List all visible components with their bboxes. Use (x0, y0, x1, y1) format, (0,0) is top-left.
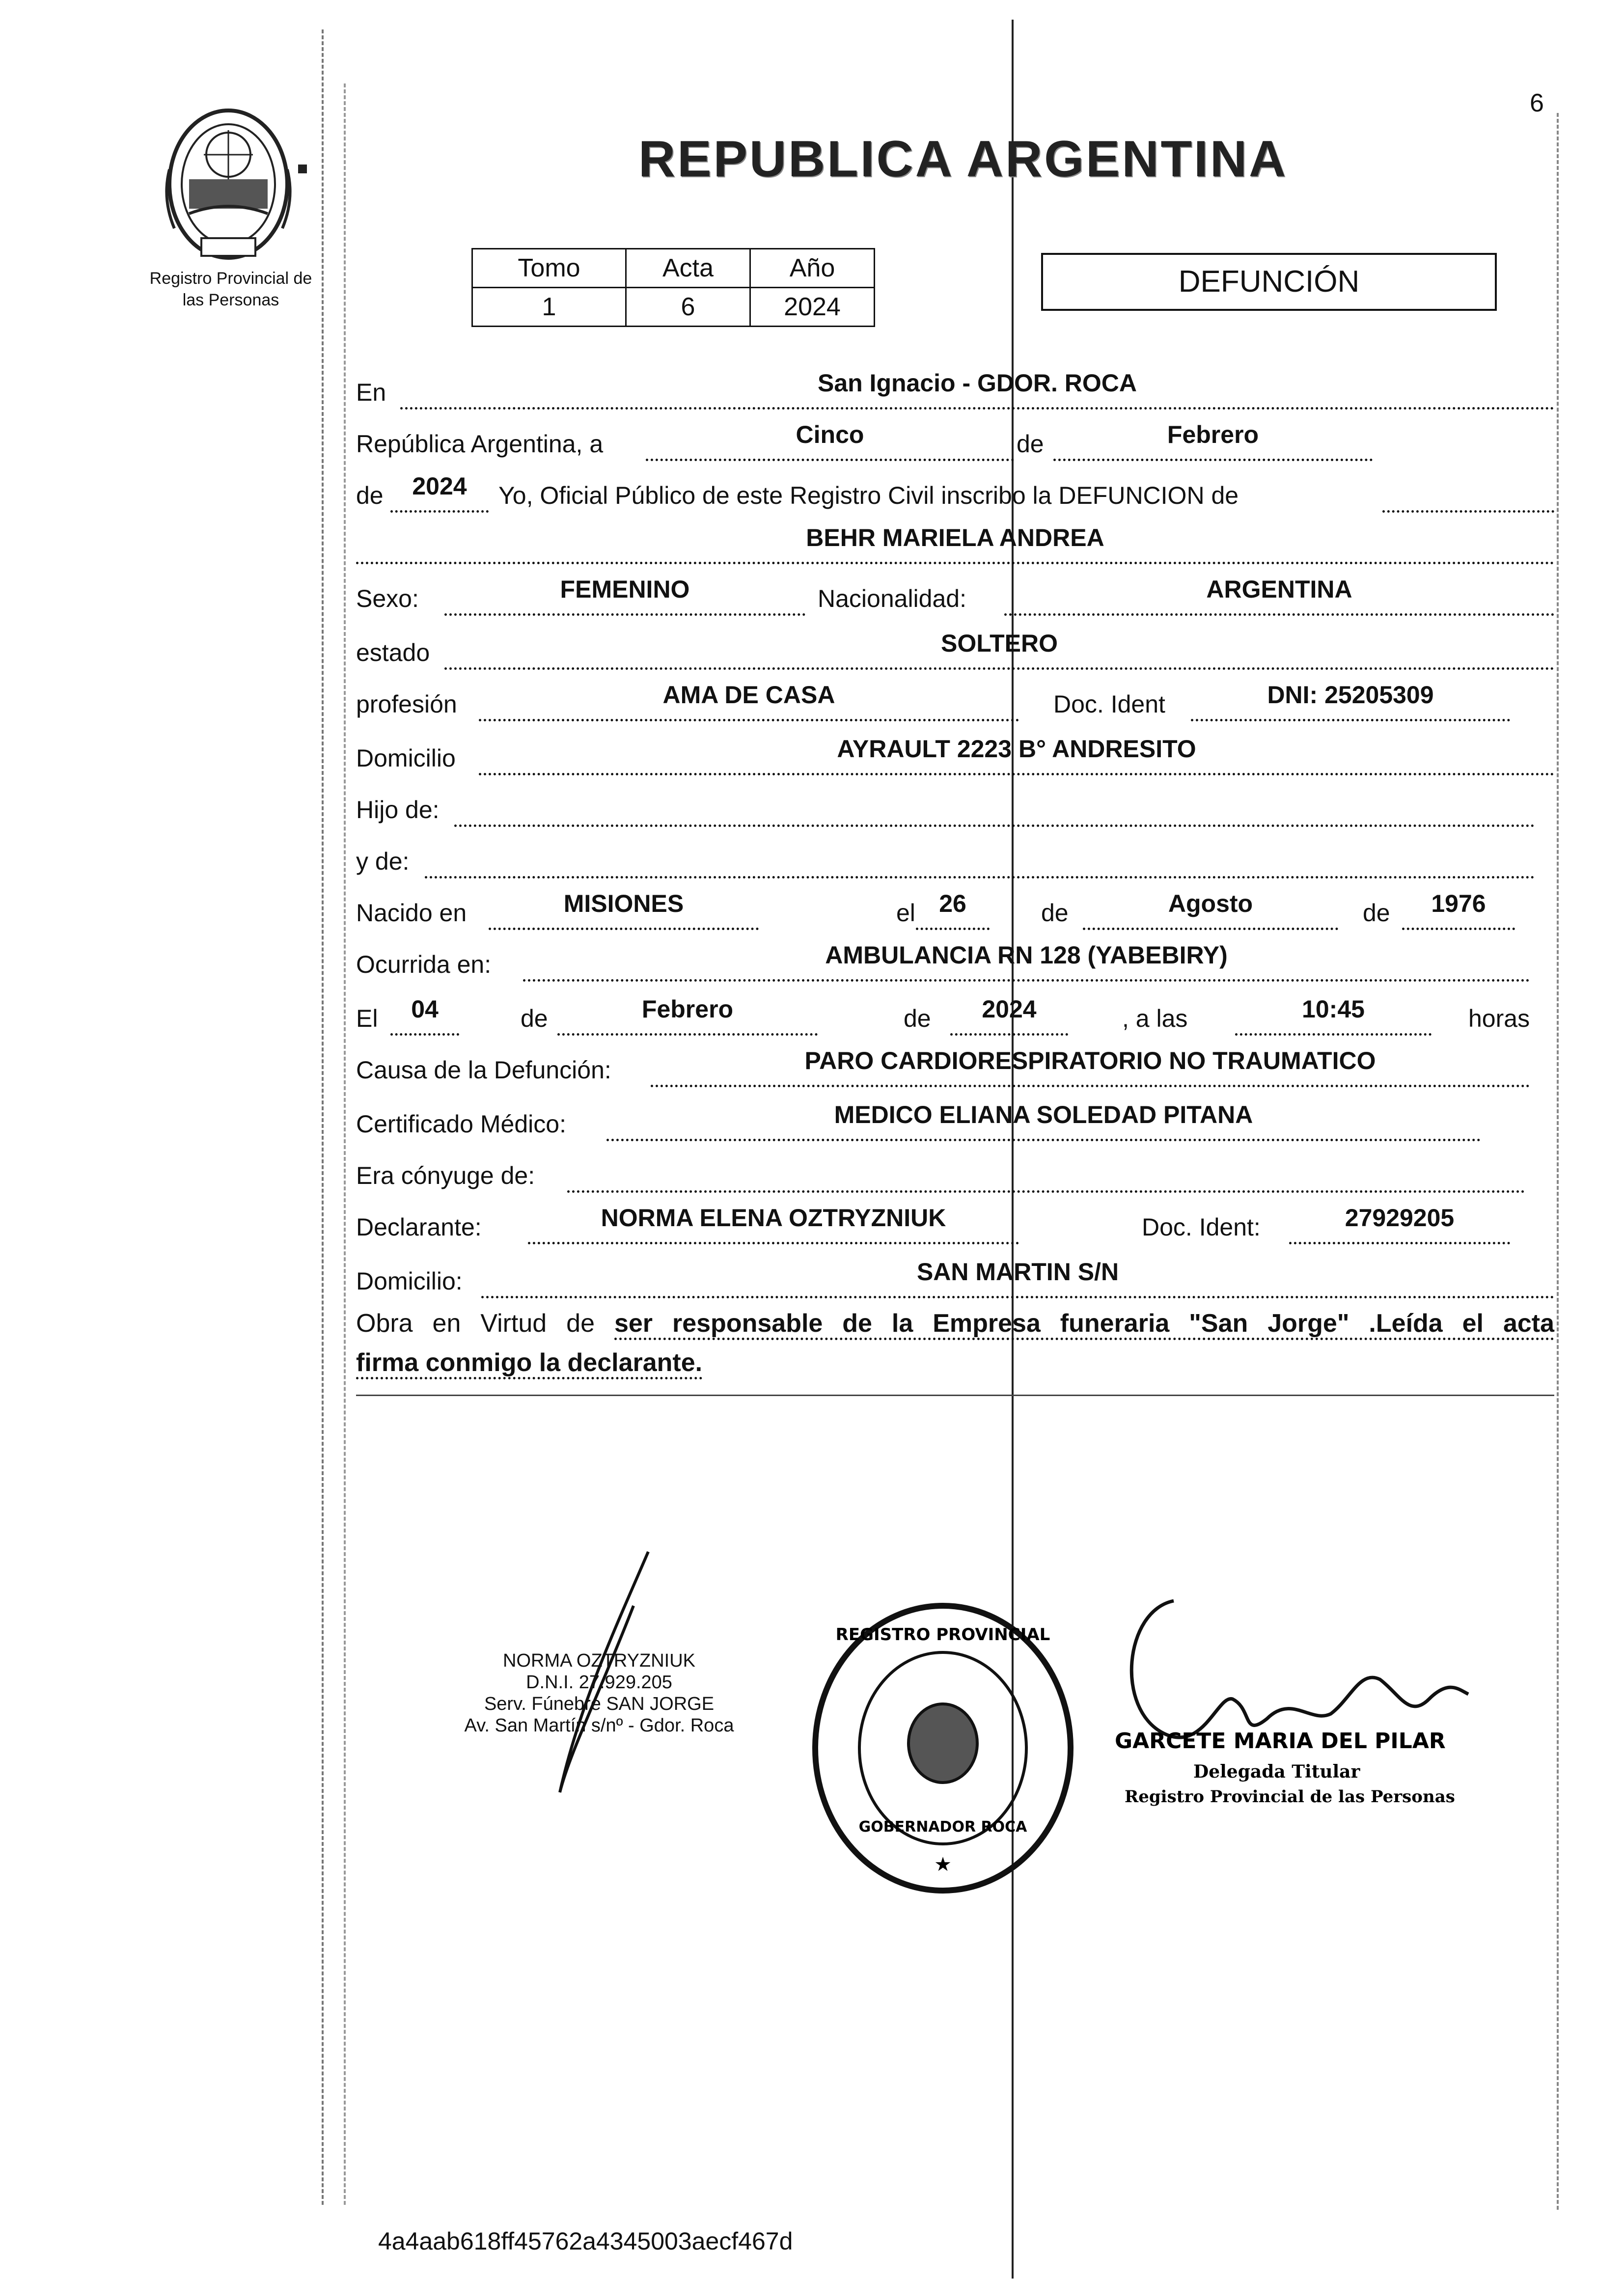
decl-dom-field (481, 1258, 1554, 1298)
declarante-stamp-line-4: Av. San Martín s/nº - Gdor. Roca (464, 1715, 734, 1736)
decl-doc-field (1289, 1204, 1510, 1244)
nac-dia-field (916, 890, 990, 930)
doc-label: Doc. Ident (1053, 690, 1165, 718)
nacido-label: Nacido en (356, 899, 467, 927)
center-fold-line (1012, 20, 1014, 2279)
row-en (356, 369, 1554, 415)
row-nombre (356, 524, 1554, 570)
declarante-stamp-line-1: NORMA OZTRYZNIUK (503, 1650, 695, 1671)
domicilio-field (479, 735, 1554, 775)
nacionalidad-field (1004, 576, 1554, 616)
causa-field (651, 1047, 1530, 1087)
yde-label: y de: (356, 848, 410, 875)
right-margin-dashes (1557, 113, 1559, 2210)
nacido-value: MISIONES (563, 890, 684, 917)
registry-official-seal (805, 1596, 1080, 1900)
causa-label: Causa de la Defunción: (356, 1056, 611, 1084)
decl-doc-value: 27929205 (1345, 1204, 1455, 1232)
nac-mes-value: Agosto (1168, 890, 1253, 917)
row-fecha-defuncion (356, 995, 1554, 1042)
nacionalidad-label: Nacionalidad: (818, 585, 966, 612)
certificado-field (606, 1101, 1481, 1141)
row-certificado (356, 1101, 1554, 1147)
hora-field (1235, 995, 1431, 1036)
anio-header: Año (750, 249, 875, 288)
certificado-value: MEDICO ELIANA SOLEDAD PITANA (834, 1101, 1253, 1128)
row-profesion (356, 681, 1554, 727)
def-mes-value: Febrero (641, 995, 734, 1023)
nacionalidad-value: ARGENTINA (1206, 576, 1352, 603)
nombre-field (356, 524, 1554, 564)
svg-text:Registro Provincial de las Per: Registro Provincial de las Personas (1125, 1787, 1455, 1807)
en-label: En (356, 379, 386, 406)
conyuge-label: Era cónyuge de: (356, 1162, 535, 1189)
ocurrida-label: Ocurrida en: (356, 951, 492, 978)
profesion-label: profesión (356, 690, 457, 718)
decl-dom-label: Domicilio: (356, 1267, 463, 1295)
def-anio-value: 2024 (982, 995, 1037, 1023)
def-dia-field (390, 995, 459, 1036)
oficial-signature-stamp (1105, 1571, 1498, 1846)
def-dia-value: 04 (411, 995, 439, 1023)
nac-anio-field (1402, 890, 1515, 930)
def-mes-field (557, 995, 818, 1036)
row-oficial (356, 472, 1554, 519)
anio-value: 2024 (750, 288, 875, 327)
declarante-label: Declarante: (356, 1213, 482, 1241)
mes-field (1053, 421, 1373, 461)
def-de1-label: de (521, 1005, 548, 1032)
svg-text:Delegada Titular: Delegada Titular (1193, 1761, 1360, 1782)
yde-field (425, 846, 1535, 879)
obra-en-virtud (356, 1304, 1554, 1382)
nac-mes-field (1083, 890, 1338, 930)
svg-text:★: ★ (934, 1853, 952, 1876)
row-hijo (356, 791, 1554, 833)
estado-label: estado (356, 639, 430, 666)
row-estado (356, 630, 1554, 676)
hijo-field (454, 794, 1535, 827)
nac-anio-value: 1976 (1431, 890, 1486, 917)
acta-value: 6 (626, 288, 750, 327)
decl-doc-label: Doc. Ident: (1142, 1213, 1261, 1241)
registry-line-1: Registro Provincial de (149, 269, 312, 288)
nombre-value: BEHR MARIELA ANDREA (806, 524, 1104, 551)
republica-label: República Argentina, a (356, 430, 604, 458)
row-fecha-inscripcion (356, 421, 1554, 467)
profesion-value: AMA DE CASA (662, 681, 835, 709)
anio-label: de (356, 482, 384, 509)
causa-value: PARO CARDIORESPIRATORIO NO TRAUMATICO (804, 1047, 1376, 1074)
tomo-value: 1 (472, 288, 626, 327)
el2-label: El (356, 1005, 378, 1032)
misiones-seal-logo (155, 91, 331, 277)
a-las-label: , a las (1122, 1005, 1188, 1032)
row-domicilio (356, 735, 1554, 781)
mes-value: Febrero (1167, 421, 1259, 448)
en-field (400, 369, 1554, 410)
oficial-text: Yo, Oficial Público de este Registro Civil inscribo la DEFUNCION de (498, 482, 1239, 509)
domicilio-label: Domicilio (356, 744, 456, 772)
obra-line-1: ser responsable de la Empresa funeraria "San Jorge" .Leída el acta (614, 1309, 1554, 1340)
ocurrida-value: AMBULANCIA RN 128 (YABEBIRY) (825, 941, 1228, 969)
tomo-header: Tomo (472, 249, 626, 288)
def-anio-field (950, 995, 1068, 1036)
anio-field (390, 472, 489, 513)
document-hash: 4a4aab618ff45762a4345003aecf467d (378, 2227, 793, 2255)
svg-text:GARCETE MARIA DEL PILAR: GARCETE MARIA DEL PILAR (1115, 1729, 1446, 1754)
declarante-value: NORMA ELENA OZTRYZNIUK (601, 1204, 946, 1232)
declarante-stamp-line-3: Serv. Fúnebre SAN JORGE (484, 1694, 715, 1714)
row-sexo (356, 576, 1554, 622)
estado-value: SOLTERO (941, 630, 1058, 657)
horas-label: horas (1468, 1005, 1530, 1032)
declarante-stamp-line-2: D.N.I. 27.929.205 (526, 1672, 672, 1693)
nacido-field (489, 890, 759, 930)
domicilio-value: AYRAULT 2223 B° ANDRESITO (837, 735, 1196, 763)
profesion-field (479, 681, 1019, 721)
registry-line-2: las Personas (182, 291, 279, 309)
nac-de2-label: de (1363, 899, 1390, 927)
el-label: el (896, 899, 915, 927)
document-title: REPUBLICA ARGENTINA (638, 131, 1288, 188)
declarante-stamp (442, 1650, 756, 1736)
svg-text:GOBERNADOR ROCA: GOBERNADOR ROCA (858, 1818, 1027, 1836)
doc-value: DNI: 25205309 (1267, 681, 1434, 709)
form-bottom-rule (356, 1395, 1554, 1396)
svg-text:REGISTRO PROVINCIAL: REGISTRO PROVINCIAL (835, 1625, 1050, 1645)
left-margin-dashes (322, 29, 324, 2205)
declarante-field (528, 1204, 1019, 1244)
de-label: de (1017, 430, 1044, 458)
decl-dom-value: SAN MARTIN S/N (916, 1258, 1119, 1286)
sexo-value: FEMENINO (560, 576, 690, 603)
row-declarante (356, 1204, 1554, 1250)
page-number: 6 (1530, 89, 1544, 117)
row-causa (356, 1047, 1554, 1093)
hora-value: 10:45 (1302, 995, 1365, 1023)
def-de2-label: de (904, 1005, 931, 1032)
obra-label: Obra en Virtud de (356, 1309, 595, 1338)
anio-value-text: 2024 (412, 472, 467, 500)
oficial-trailing-field (1382, 480, 1554, 513)
tomo-acta-table (471, 248, 875, 327)
nac-dia-value: 26 (939, 890, 966, 917)
dia-field (646, 421, 1014, 461)
certificado-label: Certificado Médico: (356, 1110, 566, 1138)
sexo-field (444, 576, 805, 616)
document-type-box: DEFUNCIÓN (1041, 253, 1497, 311)
doc-field (1191, 681, 1510, 721)
hijo-label: Hijo de: (356, 796, 440, 824)
nac-de1-label: de (1041, 899, 1069, 927)
row-decl-domicilio (356, 1258, 1554, 1304)
obra-line-2: firma conmigo la declarante. (356, 1348, 702, 1379)
inner-margin-dashes (344, 83, 346, 2205)
row-nacido (356, 890, 1554, 936)
sexo-label: Sexo: (356, 585, 419, 612)
row-yde (356, 842, 1554, 884)
row-conyuge (356, 1156, 1554, 1199)
registry-name (128, 268, 334, 311)
estado-field (444, 630, 1554, 670)
acta-header: Acta (626, 249, 750, 288)
dia-value: Cinco (796, 421, 864, 448)
row-ocurrida (356, 941, 1554, 988)
en-value: San Ignacio - GDOR. ROCA (817, 369, 1137, 397)
conyuge-field (567, 1160, 1525, 1193)
ocurrida-field (523, 941, 1530, 982)
